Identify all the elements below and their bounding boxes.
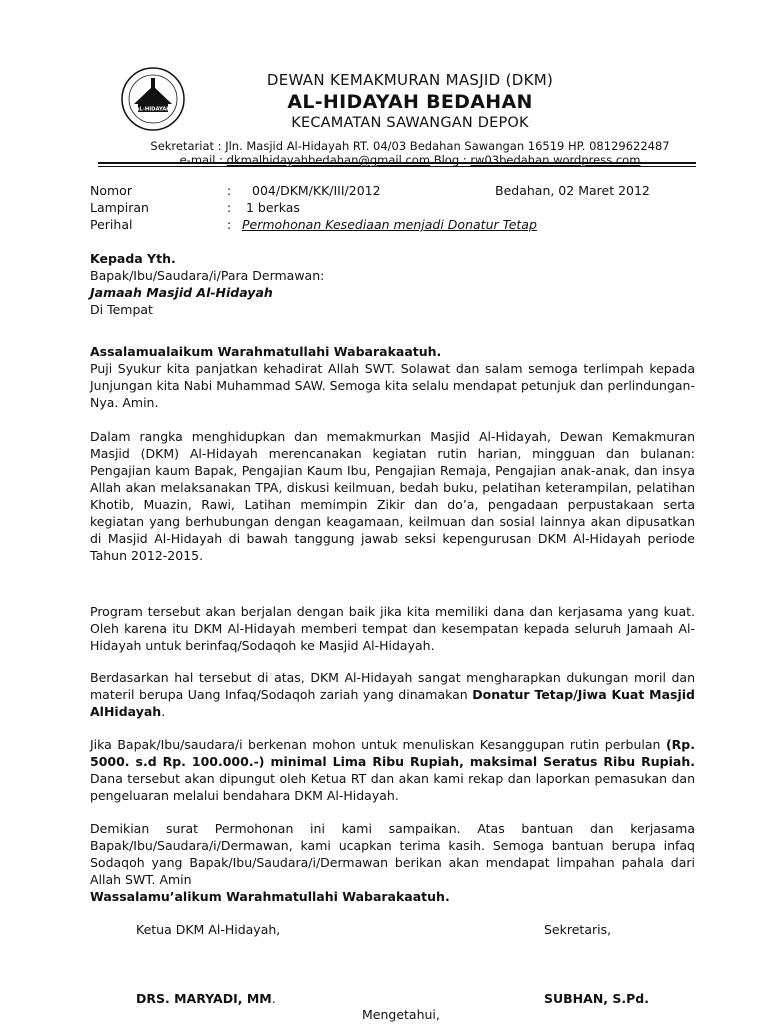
lampiran-label: Lampiran (90, 200, 149, 215)
paragraph-opening (90, 360, 695, 411)
sekretaris-name: SUBHAN, S.Pd. (544, 991, 649, 1006)
logo-text: AL-HIDAYAH (135, 106, 171, 113)
nomor-colon: : (227, 183, 232, 198)
ketua-name-suffix: . (271, 991, 276, 1006)
paragraph-support (90, 669, 695, 720)
paragraph-activities (90, 428, 695, 564)
lampiran-colon: : (227, 200, 232, 215)
recipient-line1: Bapak/Ibu/Saudara/i/Para Dermawan: (90, 268, 325, 283)
nomor-value: 004/DKM/KK/III/2012 (252, 183, 381, 198)
ketua-name: DRS. MARYADI, MM (136, 991, 272, 1006)
lampiran-value: 1 berkas (246, 200, 300, 215)
org-address: Sekretariat : Jln. Masjid Al-Hidayah RT. 04/03 Bedahan Sawangan 16519 HP. 08129622487 (150, 139, 670, 153)
ketua-title: Ketua DKM Al-Hidayah, (136, 922, 281, 937)
org-district: KECAMATAN SAWANGAN DEPOK (291, 115, 529, 131)
paragraph-amount (90, 736, 695, 804)
paragraph-4-text: Berdasarkan hal tersebut di atas, DKM Al-Hidayah sangat mengharapkan dukungan moril dan materil berupa Uang Infaq/Sodaqoh zariah yang dinamakan (90, 670, 695, 702)
sekretaris-title: Sekretaris, (544, 922, 612, 937)
paragraph-4-bold: Donatur Tetap/Jiwa Kuat Masjid AlHidayah (90, 687, 696, 719)
header-divider-thin (98, 166, 696, 167)
paragraph-5-text: Jika Bapak/Ibu/saudara/i berkenan mohon untuk menuliskan Kesanggupan rutin perbulan (90, 737, 666, 752)
paragraph-5-end: Dana tersebut akan dipungut oleh Ketua RT dan akan kami rekap dan laporkan pemasukan dan pengeluaran melalui bendahara DKM Al-Hidayah. (90, 771, 695, 803)
perihal-colon: : (227, 217, 232, 232)
paragraph-2: Dalam rangka menghidupkan dan memakmurkan Masjid Al-Hidayah, Dewan Kemakmuran Masjid (DKM) Al-Hidayah merencanakan kegiatan rutin harian, mingguan dan bulanan: Pengajian kaum Bapak, Pengajian Kaum Ibu, Pengajian Remaja, Pengajian anak-anak, dan insya Allah akan melaksanakan TPA, diskusi keilmuan, bedah buku, pelatihan keterampilan, pelatihan Khotib, Muazin, Rawi, Latihan memimpin Zikir dan do’a, pengadaan perpustakaan serta kegiatan yang berhubungan dengan keagamaan, keilmuan dan sosial lainnya akan dipusatkan di Masjid Al-Hidayah di bawah tanggung jawab seksi kepengurusan DKM Al-Hidayah periode Tahun 2012-2015. (90, 429, 695, 563)
recipient-line2: Jamaah Masjid Al-Hidayah (90, 285, 273, 300)
paragraph-5-bold: (Rp. 5000. s.d Rp. 100.000.-) minimal Lima Ribu Rupiah, maksimal Seratus Ribu Rupiah. (90, 737, 695, 769)
perihal-label: Perihal (90, 217, 133, 232)
nomor-label: Nomor (90, 183, 132, 198)
closing-salutation: Wassalamu’alikum Warahmatullahi Wabarakaatuh. (90, 889, 450, 904)
ketua-name-row (136, 990, 276, 1007)
blog-link[interactable]: rw03bedahan.wordpress.com (470, 153, 641, 167)
paragraph-program (90, 603, 695, 654)
header-divider (98, 162, 696, 164)
blog-label: Blog : (430, 153, 471, 167)
org-name-line: DEWAN KEMAKMURAN MASJID (DKM) (266, 71, 554, 89)
paragraph-1: Puji Syukur kita panjatkan kehadirat Allah SWT. Solawat dan salam semoga terlimpah kepada Junjungan kita Nabi Muhammad SAW. Semoga kita selalu mendapat petunjuk dan perlindungan-Nya. Amin. (90, 361, 695, 410)
letterhead (110, 70, 710, 167)
greeting: Assalamualaikum Warahmatullahi Wabarakaatuh. (90, 344, 442, 359)
email-link[interactable]: dkmalhidayahbedahan@gmail.com (226, 153, 431, 167)
mengetahui: Mengetahui, (362, 1007, 440, 1022)
recipient-heading: Kepada Yth. (90, 251, 176, 266)
recipient-line3: Di Tempat (90, 302, 153, 317)
letter-date: Bedahan, 02 Maret 2012 (495, 183, 650, 198)
paragraph-closing (90, 820, 695, 888)
perihal-value: Permohonan Kesediaan menjadi Donatur Tetap (242, 217, 537, 232)
paragraph-6: Demikian surat Permohonan ini kami sampaikan. Atas bantuan dan kerjasama Bapak/Ibu/Saudara/i/Dermawan, kami ucapkan terima kasih. Semoga bantuan berupa infaq Sodaqoh yang Bapak/Ibu/Saudara/i/Dermawan berikan akan mendapat limpahan pahala dari Allah SWT. Amin (90, 821, 695, 887)
org-contact (110, 153, 710, 167)
paragraph-4-end: . (161, 704, 166, 719)
paragraph-3: Program tersebut akan berjalan dengan baik jika kita memiliki dana dan kerjasama yang kuat. Oleh karena itu DKM Al-Hidayah memberi tempat dan kesempatan kepada seluruh Jamaah Al-Hidayah untuk berinfaq/Sodaqoh ke Masjid Al-Hidayah. (90, 604, 695, 653)
org-title: AL-HIDAYAH BEDAHAN (287, 91, 533, 113)
email-label: e-mail : (179, 153, 227, 167)
